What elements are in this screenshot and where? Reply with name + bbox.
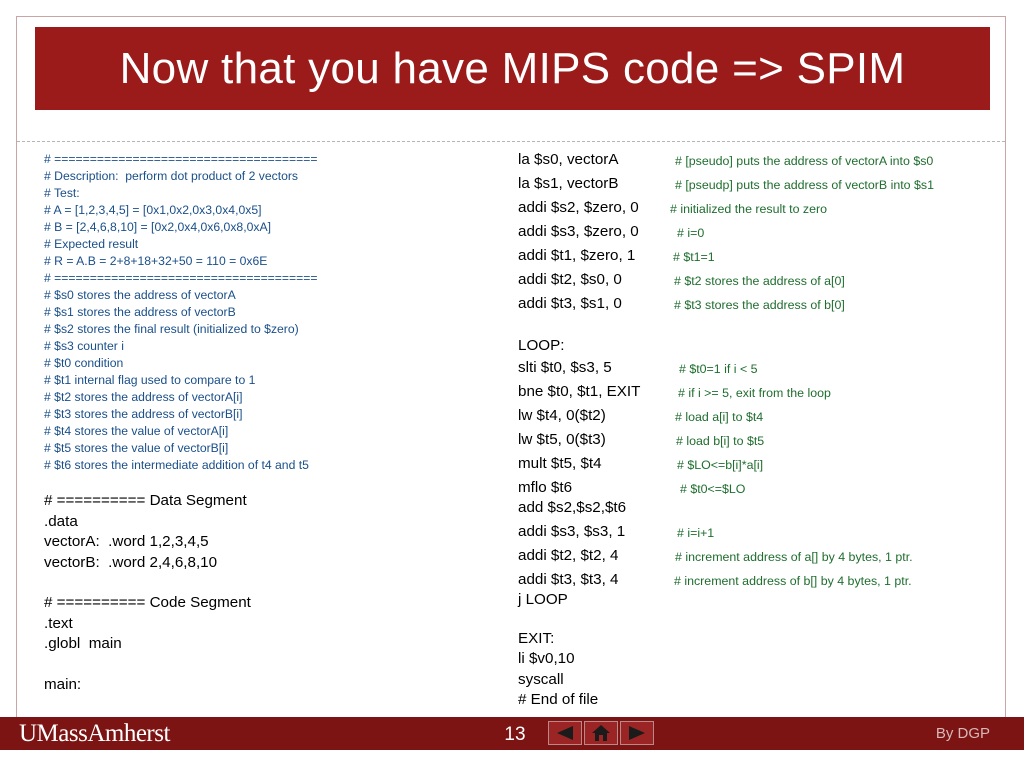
- instruction-comment: # $t0=1 if i < 5: [679, 362, 758, 376]
- instruction-row: [518, 198, 988, 222]
- exit-block: [518, 629, 988, 711]
- instruction: addi $s3, $s3, 1: [518, 523, 626, 540]
- comment-line: # Description: perform dot product of 2 vectors: [44, 169, 299, 183]
- left-triangle-icon: [555, 725, 575, 741]
- instruction: addi $s3, $zero, 0: [518, 223, 639, 240]
- instruction: addi $t1, $zero, 1: [518, 247, 636, 264]
- data-segment: [44, 491, 494, 573]
- instruction-row: [518, 150, 988, 174]
- instruction-row: [518, 294, 988, 318]
- comment-line: # =====================================: [44, 271, 318, 285]
- comment-line: # $s3 counter i: [44, 339, 124, 353]
- code-line: # End of file: [518, 691, 599, 708]
- exit-label: EXIT:: [518, 629, 555, 647]
- right-column: [518, 150, 988, 711]
- divider: [17, 141, 1005, 142]
- instruction-row: [518, 570, 988, 590]
- instruction-row: [518, 382, 988, 406]
- home-icon: [591, 724, 611, 742]
- comment-line: # A = [1,2,3,4,5] = [0x1,0x2,0x3,0x4,0x5]: [44, 203, 262, 217]
- instruction-row: [518, 522, 988, 546]
- instruction-row: [518, 246, 988, 270]
- comment-line: # B = [2,4,6,8,10] = [0x2,0x4,0x6,0x8,0xA]: [44, 220, 271, 234]
- instruction-comment: # i=i+1: [677, 526, 715, 540]
- code-line: .data: [44, 512, 78, 530]
- jump-line-block: [518, 590, 988, 611]
- comment-line: # $s1 stores the address of vectorB: [44, 305, 236, 319]
- byline: By DGP: [935, 725, 990, 742]
- code-line: vectorA: .word 1,2,3,4,5: [44, 533, 209, 550]
- instruction-comment: # increment address of a[] by 4 bytes, 1 ptr.: [675, 550, 913, 564]
- code-line: j LOOP: [518, 591, 568, 608]
- comment-line: # $s2 stores the final result (initialized to $zero): [44, 322, 299, 336]
- instruction: slti $t0, $s3, 5: [518, 359, 612, 376]
- comment-line: # $t0 condition: [44, 356, 124, 370]
- instruction-row: [518, 174, 988, 198]
- code-line: # ========== Data Segment: [44, 492, 247, 509]
- instruction-comment: # i=0: [677, 226, 705, 240]
- comment-line: # Test:: [44, 186, 80, 200]
- instruction: addi $t3, $s1, 0: [518, 295, 622, 312]
- code-line: # ========== Code Segment: [44, 594, 251, 611]
- instruction: addi $t3, $t3, 4: [518, 571, 619, 588]
- code-line: .globl main: [44, 635, 122, 652]
- instruction-comment: # $t3 stores the address of b[0]: [674, 298, 845, 312]
- comment-line: # R = A.B = 2+8+18+32+50 = 110 = 0x6E: [44, 254, 268, 268]
- instruction-comment: # $t0<=$LO: [680, 482, 746, 496]
- home-button[interactable]: [584, 721, 618, 745]
- instruction-row: [518, 270, 988, 294]
- instruction-row: [518, 406, 988, 430]
- loop-label-block: [518, 334, 988, 358]
- code-line: li $v0,10: [518, 650, 575, 667]
- comment-line: # $t3 stores the address of vectorB[i]: [44, 407, 243, 421]
- code-segment: [44, 593, 494, 655]
- instruction: la $s1, vectorB: [518, 175, 619, 192]
- instruction: addi $t2, $s0, 0: [518, 271, 622, 288]
- slide-title: Now that you have MIPS code => SPIM: [119, 43, 906, 93]
- umass-logo: [19, 717, 170, 750]
- slide-navigation: [548, 721, 654, 747]
- comment-line: # $t1 internal flag used to compare to 1: [44, 373, 256, 387]
- comment-line: # $t5 stores the value of vectorB[i]: [44, 441, 229, 455]
- instruction-row: [518, 358, 988, 382]
- comment-line: # Expected result: [44, 237, 139, 251]
- instruction: la $s0, vectorA: [518, 151, 619, 168]
- instruction-comment: # $LO<=b[i]*a[i]: [677, 458, 764, 472]
- code-line: add $s2,$s2,$t6: [518, 499, 627, 516]
- instruction-row: [518, 454, 988, 478]
- loop-block: [518, 358, 988, 498]
- logo-text: UMassAmherst: [19, 719, 170, 747]
- instruction-row: [518, 430, 988, 454]
- instruction: mflo $t6: [518, 479, 573, 496]
- code-line: vectorB: .word 2,4,6,8,10: [44, 553, 218, 571]
- add-line-block: [518, 498, 988, 522]
- loop-label: LOOP:: [518, 337, 565, 354]
- instruction-comment: # $t1=1: [673, 250, 715, 264]
- comment-line: # $s0 stores the address of vectorA: [44, 288, 236, 302]
- instruction-row: [518, 546, 988, 570]
- comment-line: # =====================================: [44, 152, 318, 166]
- header-comments: [44, 151, 494, 474]
- instruction: addi $s2, $zero, 0: [518, 199, 639, 216]
- instruction-comment: # increment address of b[] by 4 bytes, 1 ptr.: [674, 574, 912, 588]
- main-label-block: [44, 675, 494, 696]
- prev-slide-button[interactable]: [548, 721, 582, 745]
- instruction-comment: # [pseudo] puts the address of vectorA into $s0: [675, 154, 934, 168]
- instruction: mult $t5, $t4: [518, 455, 602, 472]
- instruction-comment: # load b[i] to $t5: [676, 434, 765, 448]
- instruction: bne $t0, $t1, EXIT: [518, 383, 641, 400]
- instruction-row: [518, 478, 988, 498]
- comment-line: # $t6 stores the intermediate addition of t4 and t5: [44, 458, 309, 472]
- instruction-row: [518, 222, 988, 246]
- instruction: lw $t5, 0($t3): [518, 431, 606, 448]
- instruction-comment: # initialized the result to zero: [670, 202, 828, 216]
- title-bar: [35, 27, 990, 110]
- page-number: 13: [504, 724, 526, 745]
- right-triangle-icon: [627, 725, 647, 741]
- increment-block: [518, 522, 988, 590]
- init-block: [518, 150, 988, 318]
- comment-line: # $t4 stores the value of vectorA[i]: [44, 424, 229, 438]
- instruction-comment: # [pseudp] puts the address of vectorB into $s1: [675, 178, 934, 192]
- comment-line: # $t2 stores the address of vectorA[i]: [44, 390, 243, 404]
- instruction: addi $t2, $t2, 4: [518, 547, 619, 564]
- instruction-comment: # load a[i] to $t4: [675, 410, 764, 424]
- instruction: lw $t4, 0($t2): [518, 407, 606, 424]
- instruction-comment: # if i >= 5, exit from the loop: [678, 386, 831, 400]
- next-slide-button[interactable]: [620, 721, 654, 745]
- main-label: main:: [44, 675, 82, 693]
- left-column: [44, 151, 494, 695]
- instruction-comment: # $t2 stores the address of a[0]: [674, 274, 845, 288]
- code-line: .text: [44, 614, 73, 632]
- code-line: syscall: [518, 670, 564, 688]
